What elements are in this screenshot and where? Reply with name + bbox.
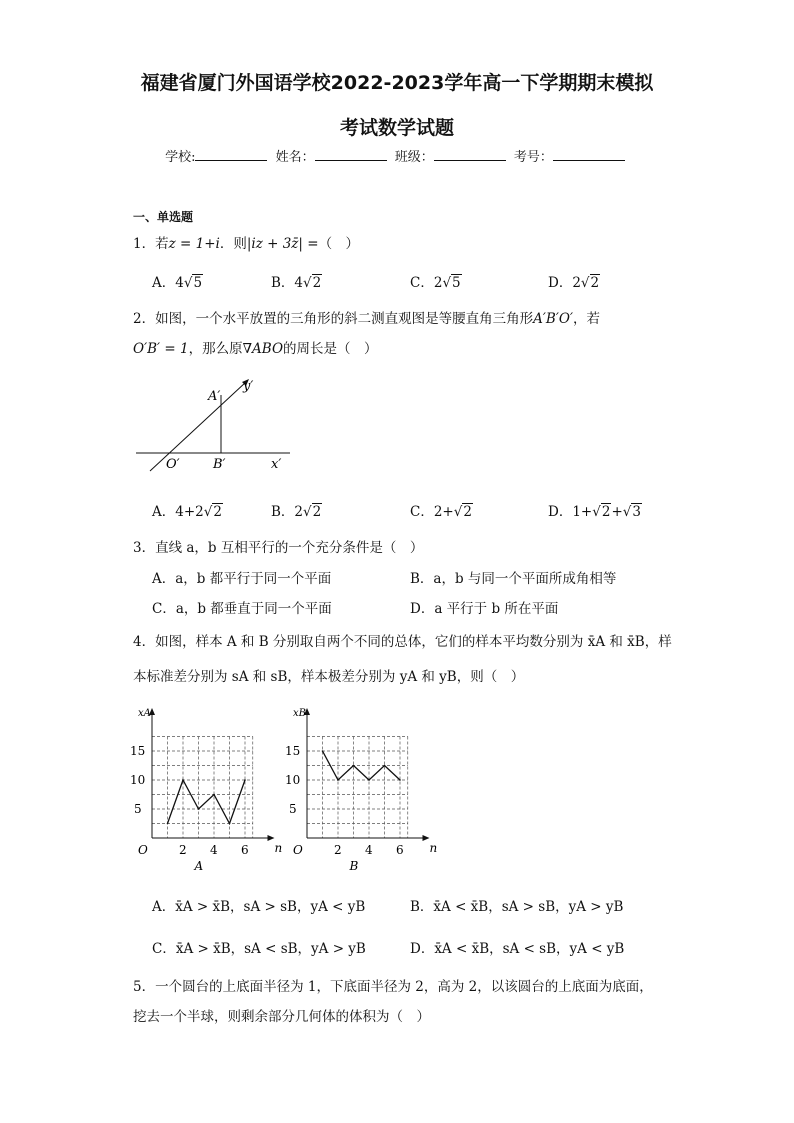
data-point (368, 779, 370, 781)
x-tick-label: 4 (365, 843, 373, 857)
question-5-line1: 5．一个圆台的上底面半径为 1，下底面半径为 2，高为 2，以该圆台的上底面为底面， (133, 979, 653, 995)
q1-option-d-label: D． (548, 275, 573, 291)
q1-option-d[interactable]: D．2√2 (548, 275, 600, 291)
x-tick-label: 6 (396, 843, 404, 857)
data-point (198, 808, 200, 810)
q1-stem-c: （ ） (318, 236, 360, 252)
data-point (182, 779, 184, 781)
x-axis-arrow (268, 835, 275, 841)
class-blank[interactable] (434, 146, 506, 161)
data-point (337, 779, 339, 781)
page-title-line1: 福建省厦门外国语学校2022-2023学年高一下学期期末模拟 (140, 72, 654, 94)
question-2-line1 (133, 307, 600, 327)
q2-option-d-pre: 1+ (572, 504, 593, 520)
section-heading: 一、单选题 (133, 210, 194, 224)
data-point (322, 750, 324, 752)
school-blank[interactable] (195, 146, 267, 161)
q2-line1-math: A′B′O′ (533, 311, 574, 327)
q1-option-a[interactable]: A．4√5 (152, 275, 203, 291)
q2-option-a-label: A． (152, 504, 176, 520)
q2-label-x: x′ (271, 457, 282, 472)
q2-option-b-rad: 2 (312, 504, 322, 520)
q2-option-d[interactable]: D．1+√2+√3 (548, 504, 641, 520)
y-axis-label: xA (138, 708, 151, 719)
q2-line2-math2: ∇ABO (242, 341, 284, 357)
page-title-line2: 考试数学试题 (339, 117, 454, 139)
y-tick-label: 15 (130, 744, 146, 758)
x-axis-label: n (429, 841, 438, 855)
q2-option-b-pre: 2 (294, 504, 304, 520)
name-label: 姓名： (275, 150, 315, 165)
q2-oblique-figure (130, 370, 300, 478)
data-point (244, 779, 246, 781)
q1-option-a-coef: 4 (175, 275, 184, 291)
series-line (168, 780, 246, 824)
q2-line1-a: 2．如图，一个水平放置的三角形的斜二测直观图是等腰直角三角形 (133, 311, 534, 327)
name-blank[interactable] (315, 146, 387, 161)
q2-line2-b: 的周长是（ ） (283, 341, 378, 357)
school-label: 学校: (165, 150, 196, 165)
student-info-fields (0, 146, 794, 165)
q3-option-a[interactable]: A．a，b 都平行于同一个平面 (152, 571, 332, 587)
question-4-line2: 本标准差分别为 sA 和 sB，样本极差分别为 yA 和 yB，则（ ） (133, 669, 525, 685)
q1-stem-math: z = 1+i (168, 236, 220, 252)
data-point (167, 823, 169, 825)
q2-label-o: O′ (166, 457, 180, 472)
data-point (399, 779, 401, 781)
question-3-stem: 3．直线 a，b 互相平行的一个充分条件是（ ） (133, 540, 424, 556)
q1-stem-math2: |iz + 3z̄| = (246, 236, 319, 252)
x-axis-label: n (274, 841, 283, 855)
q2-option-d-rad2: 3 (632, 504, 641, 520)
q1-option-c-label: C． (410, 275, 434, 291)
y-tick-label: 15 (285, 744, 301, 758)
y-axis-label: xB (293, 708, 306, 719)
q4-option-c[interactable]: C．x̄A > x̄B，sA < sB，yA > yB (152, 941, 366, 957)
q2-option-a-rad: 2 (213, 504, 222, 520)
q2-line2-math: O′B′ = 1 (133, 341, 189, 357)
q2-option-c-label: C． (410, 504, 434, 520)
q1-stem-b: ．则 (219, 236, 247, 252)
q1-option-b[interactable]: B．4√2 (271, 275, 322, 291)
question-2-line2 (133, 337, 378, 357)
q4-option-b[interactable]: B．x̄A < x̄B，sA > sB，yA > yB (410, 899, 624, 915)
y-tick-label: 10 (130, 773, 146, 787)
q2-option-c-rad: 2 (463, 504, 472, 520)
y-tick-label: 5 (134, 802, 142, 816)
q1-option-c[interactable]: C．2√5 (410, 275, 461, 291)
q1-stem-a: 1．若 (133, 236, 169, 252)
q3-option-d[interactable]: D．a 平行于 b 所在平面 (410, 601, 559, 617)
q4-option-d[interactable]: D．x̄A < x̄B，sA < sB，yA < yB (410, 941, 625, 957)
data-point (229, 823, 231, 825)
q1-option-b-coef: 4 (294, 275, 304, 291)
q2-option-a[interactable]: A．4+2√2 (152, 504, 222, 520)
question-1-stem (133, 232, 359, 252)
origin-label: O (293, 843, 303, 857)
chart-title: A (194, 859, 204, 873)
x-axis-arrow (423, 835, 430, 841)
q1-option-b-label: B． (271, 275, 295, 291)
q1-option-c-rad: 5 (452, 275, 461, 291)
data-point (353, 765, 355, 767)
q2-option-b[interactable]: B．2√2 (271, 504, 322, 520)
question-4-line1: 4．如图，样本 A 和 B 分别取自两个不同的总体，它们的样本平均数分别为 x̄A 和 x̄B，样 (133, 634, 672, 650)
q2-line1-b: ，若 (573, 311, 601, 327)
x-tick-label: 6 (241, 843, 249, 857)
q3-option-b[interactable]: B．a，b 与同一个平面所成角相等 (410, 571, 617, 587)
q2-label-a: A′ (208, 389, 221, 404)
x-tick-label: 2 (334, 843, 342, 857)
x-tick-label: 2 (179, 843, 187, 857)
x-tick-label: 4 (210, 843, 218, 857)
q4-chart-b (285, 700, 445, 875)
q2-option-c-pre: 2+ (433, 504, 454, 520)
question-5-line2: 挖去一个半球，则剩余部分几何体的体积为（ ） (133, 1009, 430, 1025)
y-tick-label: 5 (289, 802, 297, 816)
q2-option-c[interactable]: C．2+√2 (410, 504, 472, 520)
q1-option-a-rad: 5 (193, 275, 203, 291)
number-label: 考号： (513, 150, 553, 165)
data-point (213, 794, 215, 796)
q2-line2-a: ，那么原 (188, 341, 243, 357)
q2-option-d-mid: + (611, 504, 623, 520)
number-blank[interactable] (553, 146, 625, 161)
data-point (384, 765, 386, 767)
q1-option-d-rad: 2 (590, 275, 600, 291)
origin-label: O (138, 843, 148, 857)
q3-option-c[interactable]: C．a，b 都垂直于同一个平面 (152, 601, 332, 617)
q2-label-b: B′ (213, 457, 226, 472)
y-tick-label: 10 (285, 773, 301, 787)
q2-option-d-rad: 2 (601, 504, 611, 520)
q4-option-a[interactable]: A．x̄A > x̄B，sA > sB，yA < yB (152, 899, 366, 915)
q1-option-d-coef: 2 (572, 275, 581, 291)
q1-option-c-coef: 2 (433, 275, 443, 291)
q2-y-axis (150, 382, 246, 471)
q4-chart-a (130, 700, 290, 875)
q2-label-y: y′ (243, 379, 254, 394)
class-label: 班级： (394, 150, 434, 165)
chart-title: B (349, 859, 359, 873)
q2-option-b-label: B． (271, 504, 295, 520)
q2-option-a-pre: 4+2 (175, 504, 204, 520)
q1-option-a-label: A． (152, 275, 176, 291)
q1-option-b-rad: 2 (312, 275, 322, 291)
q2-option-d-label: D． (548, 504, 573, 520)
